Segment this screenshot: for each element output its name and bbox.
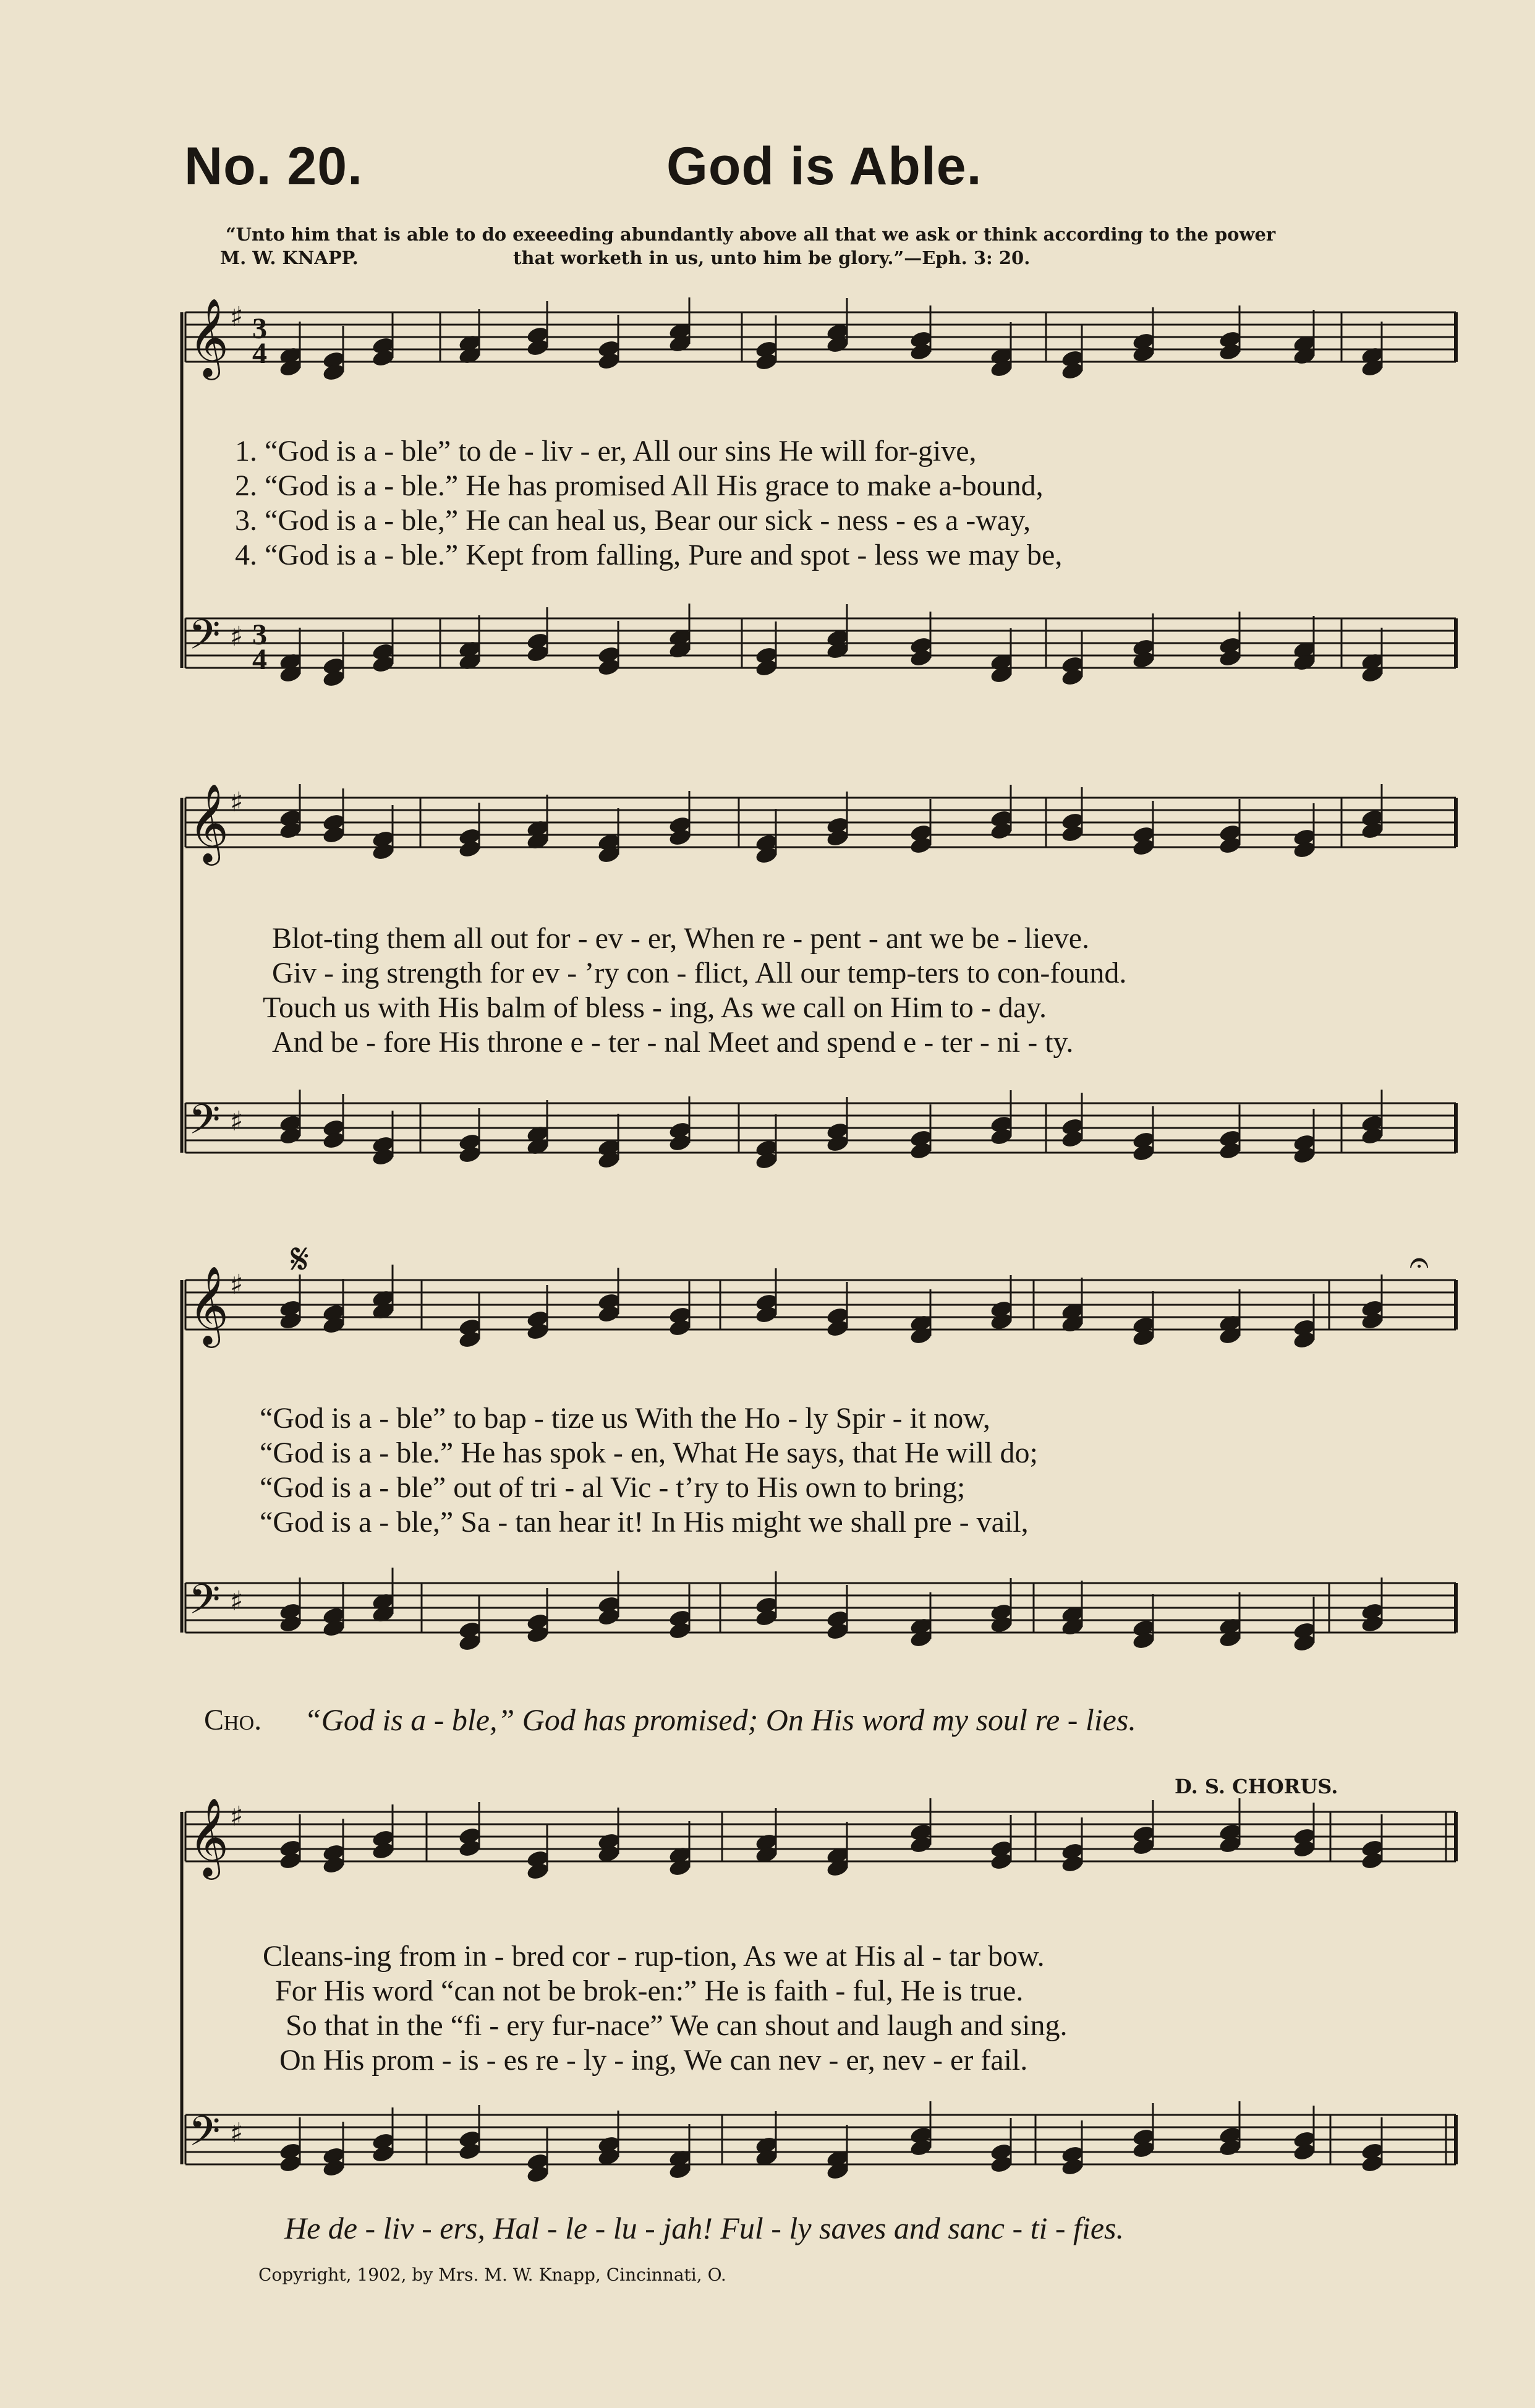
- lyric-line-s3-v1: “God is a - ble” to bap - tize us With the Ho - ly Spir - it now,: [260, 1402, 990, 1435]
- lyric-line-s1-v4: 4. “God is a - ble.” Kept from falling, Pure and spot - less we may be,: [235, 539, 1063, 571]
- lyric-line-s1-v1: 1. “God is a - ble” to de - liv - er, All our sins He will for-give,: [235, 435, 977, 468]
- sharp-icon: ♯: [230, 787, 244, 818]
- lyric-line-s4-v4: On His prom - is - es re - ly - ing, We can nev - er, nev - er fail.: [279, 2044, 1028, 2077]
- hymn-number: No. 20.: [184, 137, 363, 196]
- hymn-title: God is Able.: [666, 137, 982, 196]
- treble-clef-icon: 𝄞: [189, 1797, 229, 1876]
- lyric-line-s1-v2: 2. “God is a - ble.” He has promised All His grace to make a-bound,: [235, 469, 1044, 502]
- lyric-line-s2-v3: Touch us with His balm of bless - ing, As we call on Him to - day.: [263, 991, 1047, 1024]
- copyright-notice: Copyright, 1902, by Mrs. M. W. Knapp, Cincinnati, O.: [258, 2265, 726, 2285]
- segno-icon: 𝄋: [291, 1234, 310, 1284]
- bass-clef-icon: 𝄢: [189, 611, 221, 668]
- sharp-icon: ♯: [230, 1586, 244, 1617]
- ds-chorus-label: D. S. CHORUS.: [1175, 1775, 1338, 1798]
- treble-clef-icon: 𝄞: [189, 783, 229, 862]
- fermata-icon: 𝄐: [1410, 1242, 1429, 1283]
- sharp-icon: ♯: [230, 2117, 244, 2149]
- lyric-line-s2-v1: Blot-ting them all out for - ev - er, When re - pent - ant we be - lieve.: [272, 922, 1090, 955]
- time-signature-bottom: 4: [252, 337, 267, 370]
- time-signature-top: 3: [252, 618, 267, 651]
- bass-clef-icon: 𝄢: [189, 1096, 221, 1153]
- lyric-line-s3-v4: “God is a - ble,” Sa - tan hear it! In His might we shall pre - vail,: [260, 1506, 1029, 1539]
- treble-clef-icon: 𝄞: [189, 297, 229, 377]
- lyric-line-s4-v1: Cleans-ing from in - bred cor - rup-tion, As we at His al - tar bow.: [263, 1940, 1045, 1973]
- staff-s1-bass: [185, 618, 1456, 668]
- chorus-text-1: “God is a - ble,” God has promised; On His word my soul re - lies.: [304, 1702, 1136, 1737]
- sharp-icon: ♯: [230, 621, 244, 652]
- chorus-label: Cho.: [204, 1704, 262, 1736]
- staff-s1-treble: [185, 312, 1456, 362]
- lyric-line-s1-v3: 3. “God is a - ble,” He can heal us, Bear our sick - ness - es a -way,: [235, 504, 1031, 537]
- time-signature-top: 3: [252, 312, 267, 345]
- epigraph-line-2: that worketh in us, unto him be glory.”—Eph. 3: 20.: [513, 247, 1031, 268]
- lyric-line-s4-v2: For His word “can not be brok-en:” He is faith - ful, He is true.: [275, 1975, 1024, 2007]
- treble-clef-icon: 𝄞: [189, 1265, 229, 1344]
- lyric-line-s4-v3: So that in the “fi - ery fur-nace” We can shout and laugh and sing.: [286, 2009, 1068, 2042]
- bass-clef-icon: 𝄢: [189, 1576, 221, 1633]
- time-signature-bottom: 4: [252, 643, 267, 676]
- sharp-icon: ♯: [230, 1801, 244, 1832]
- epigraph-line-1: “Unto him that is able to do exeeeding abundantly above all that we ask or think according to the power: [226, 224, 1276, 245]
- author-credit: M. W. KNAPP.: [220, 247, 359, 268]
- lyric-line-s2-v4: And be - fore His throne e - ter - nal Meet and spend e - ter - ni - ty.: [272, 1026, 1074, 1059]
- lyric-line-s2-v2: Giv - ing strength for ev - ’ry con - flict, All our temp-ters to con-found.: [272, 957, 1127, 989]
- bass-clef-icon: 𝄢: [189, 2107, 221, 2165]
- chorus-text-2: He de - liv - ers, Hal - le - lu - jah! Ful - ly saves and sanc - ti - fies.: [284, 2211, 1124, 2245]
- lyric-line-s3-v2: “God is a - ble.” He has spok - en, What He says, that He will do;: [260, 1437, 1038, 1469]
- sharp-icon: ♯: [230, 1269, 244, 1300]
- lyric-line-s3-v3: “God is a - ble” out of tri - al Vic - t’ry to His own to bring;: [260, 1471, 966, 1504]
- sharp-icon: ♯: [230, 301, 244, 333]
- sharp-icon: ♯: [230, 1106, 244, 1137]
